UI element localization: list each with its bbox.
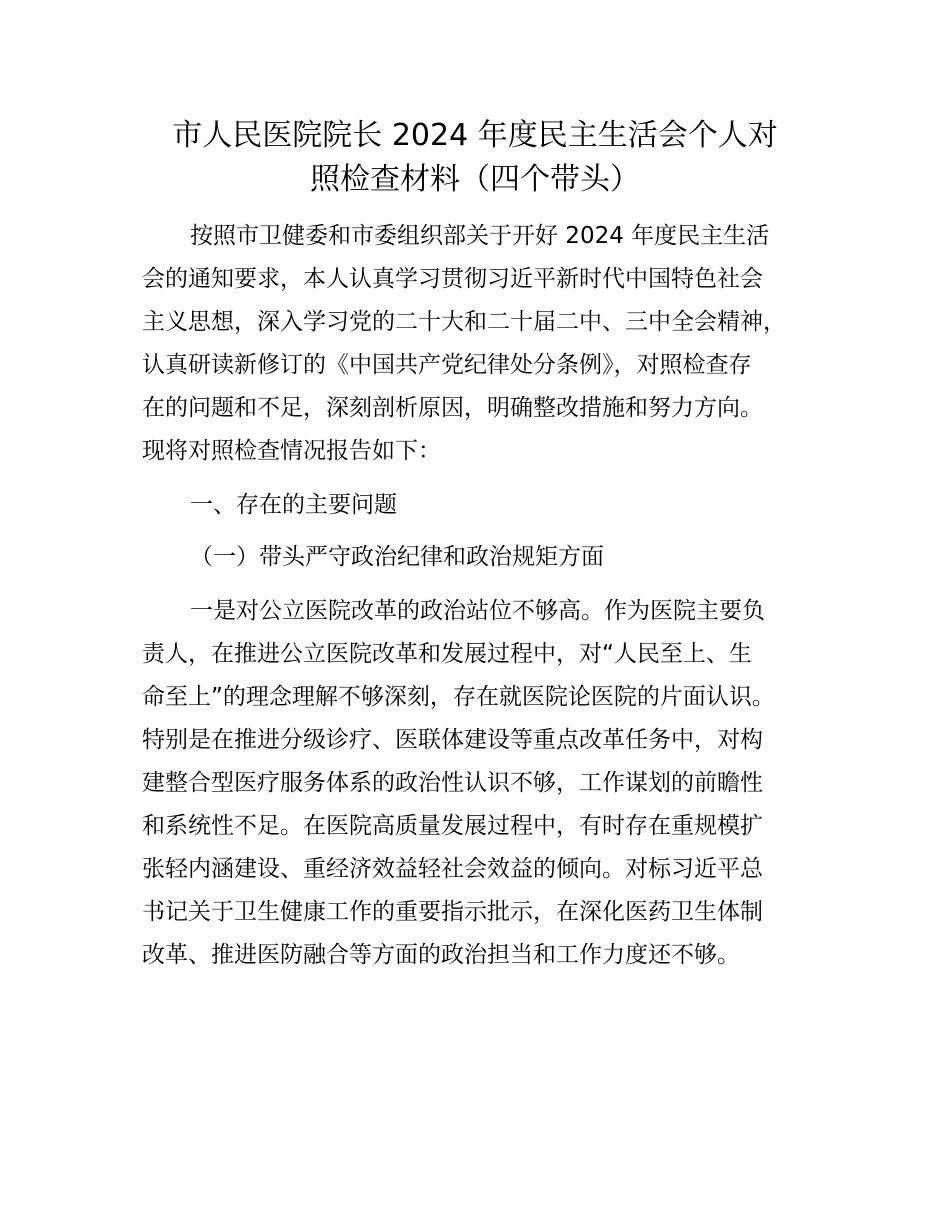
body-line: 改革、推进医防融合等方面的政治担当和工作力度还不够。 <box>142 942 740 968</box>
section-heading: 一、存在的主要问题 <box>190 492 397 518</box>
intro-line: 认真研读新修订的《中国共产党纪律处分条例》，对照检查存 <box>142 352 752 378</box>
body-line: 命至上”的理念理解不够深刻，存在就医院论医院的片面认识。 <box>142 684 775 710</box>
body-line: 建整合型医疗服务体系的政治性认识不够，工作谋划的前瞻性 <box>142 770 763 796</box>
body-line: 张轻内涵建设、重经济效益轻社会效益的倾向。对标习近平总 <box>142 856 763 882</box>
body-line: 和系统性不足。在医院高质量发展过程中，有时存在重规模扩 <box>142 813 763 839</box>
body-line: 责人，在推进公立医院改革和发展过程中，对“人民至上、生 <box>142 641 752 667</box>
intro-line: 主义思想，深入学习党的二十大和二十届二中、三中全会精神， <box>142 309 786 335</box>
intro-line: 会的通知要求，本人认真学习贯彻习近平新时代中国特色社会 <box>142 266 763 292</box>
subsection-heading: （一）带头严守政治纪律和政治规矩方面 <box>190 544 604 570</box>
document-title-line-1: 市人民医院院长 2024 年度民主生活会个人对 <box>172 118 778 153</box>
body-line: 一是对公立医院改革的政治站位不够高。作为医院主要负 <box>190 598 765 624</box>
intro-line: 现将对照检查情况报告如下： <box>142 438 441 464</box>
intro-line: 按照市卫健委和市委组织部关于开好 2024 年度民主生活 <box>190 223 770 249</box>
intro-line: 在的问题和不足，深刻剖析原因，明确整改措施和努力方向。 <box>142 395 763 421</box>
body-line: 书记关于卫生健康工作的重要指示批示，在深化医药卫生体制 <box>142 899 763 925</box>
document-title-line-2: 照检查材料（四个带头） <box>310 162 640 197</box>
body-line: 特别是在推进分级诊疗、医联体建设等重点改革任务中，对构 <box>142 727 763 753</box>
